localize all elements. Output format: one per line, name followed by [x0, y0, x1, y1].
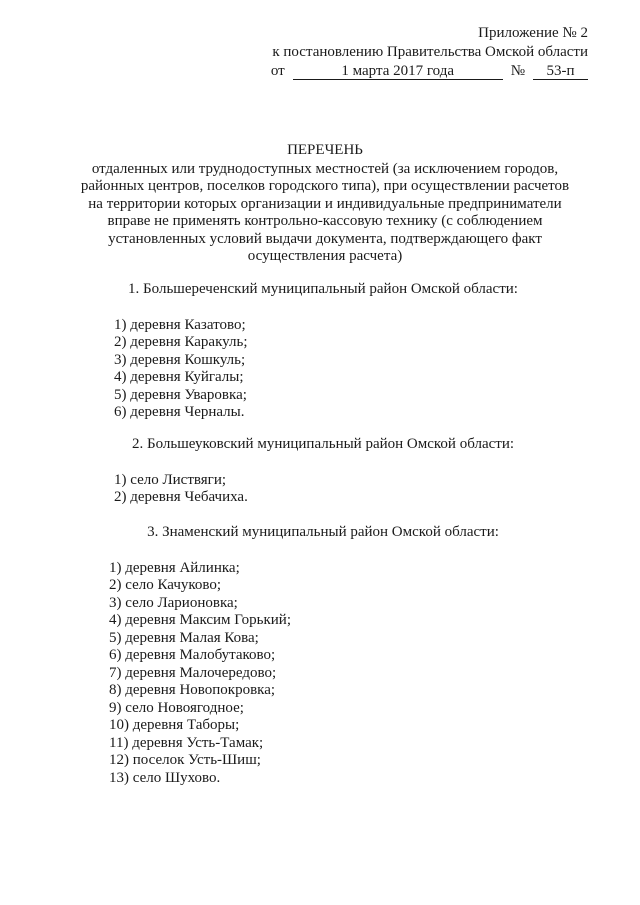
list-item: 1) село Листвяги; — [114, 471, 227, 488]
list-item: 9) село Новоягодное; — [109, 699, 244, 716]
section-bolsheukovsky — [0, 436, 640, 507]
title-line: вправе не применять контрольно-кассовую технику (с соблюдением — [107, 213, 543, 229]
list-item: 2) деревня Каракуль; — [114, 334, 248, 350]
title-line: на территории которых организации и индивидуальные предприниматели — [88, 195, 562, 212]
list-item: 5) деревня Уваровка; — [114, 386, 247, 403]
resolution-number: 53-п — [533, 64, 588, 80]
locality-list — [114, 317, 640, 422]
list-item: 2) село Качуково; — [109, 577, 222, 593]
title-heading: ПЕРЕЧЕНЬ — [287, 142, 363, 158]
number-label: № — [510, 63, 525, 79]
list-item: 1) деревня Казатово; — [114, 316, 246, 333]
list-item: 6) деревня Малобутаково; — [109, 647, 276, 663]
from-label: от — [270, 63, 285, 79]
resolution-date-line — [258, 62, 588, 81]
section-bolsherechensky — [0, 281, 640, 422]
list-item: 10) деревня Таборы; — [109, 717, 240, 733]
section-title: 2. Большеуковский муниципальный район Омской области: — [131, 436, 515, 452]
resolution-date: 1 марта 2017 года — [293, 64, 503, 80]
list-item: 3) деревня Кошкуль; — [114, 351, 246, 368]
document-title — [60, 142, 590, 266]
list-item: 2) деревня Чебачиха. — [114, 489, 248, 505]
title-line: установленных условий выдачи документа, подтверждающего факт — [108, 230, 542, 247]
section-title: 1. Большереченский муниципальный район Омской области: — [128, 281, 518, 297]
section-znamensky — [0, 524, 640, 787]
list-item: 6) деревня Черналы. — [114, 404, 245, 420]
list-item: 4) деревня Куйгалы; — [114, 369, 244, 385]
list-item: 12) поселок Усть-Шиш; — [109, 752, 261, 768]
locality-list — [109, 560, 640, 788]
title-line: районных центров, поселков городского типа), при осуществлении расчетов — [80, 178, 570, 194]
list-item: 3) село Ларионовка; — [109, 594, 238, 611]
title-line: отдаленных или труднодоступных местностей (за исключением городов, — [91, 160, 559, 177]
list-item: 13) село Шухово. — [109, 769, 221, 786]
list-item: 11) деревня Усть-Тамак; — [109, 734, 264, 751]
list-item: 1) деревня Айлинка; — [109, 559, 240, 576]
appendix-header — [258, 24, 588, 81]
locality-list — [114, 472, 640, 507]
section-title: 3. Знаменский муниципальный район Омской области: — [147, 524, 499, 540]
list-item: 7) деревня Малочередово; — [109, 664, 277, 681]
list-item: 4) деревня Максим Горький; — [109, 612, 291, 628]
list-item: 5) деревня Малая Кова; — [109, 629, 259, 646]
list-item: 8) деревня Новопокровка; — [109, 682, 276, 698]
title-line: осуществления расчета) — [247, 248, 403, 264]
resolution-reference: к постановлению Правительства Омской области — [272, 44, 588, 60]
appendix-number: Приложение № 2 — [478, 25, 588, 41]
